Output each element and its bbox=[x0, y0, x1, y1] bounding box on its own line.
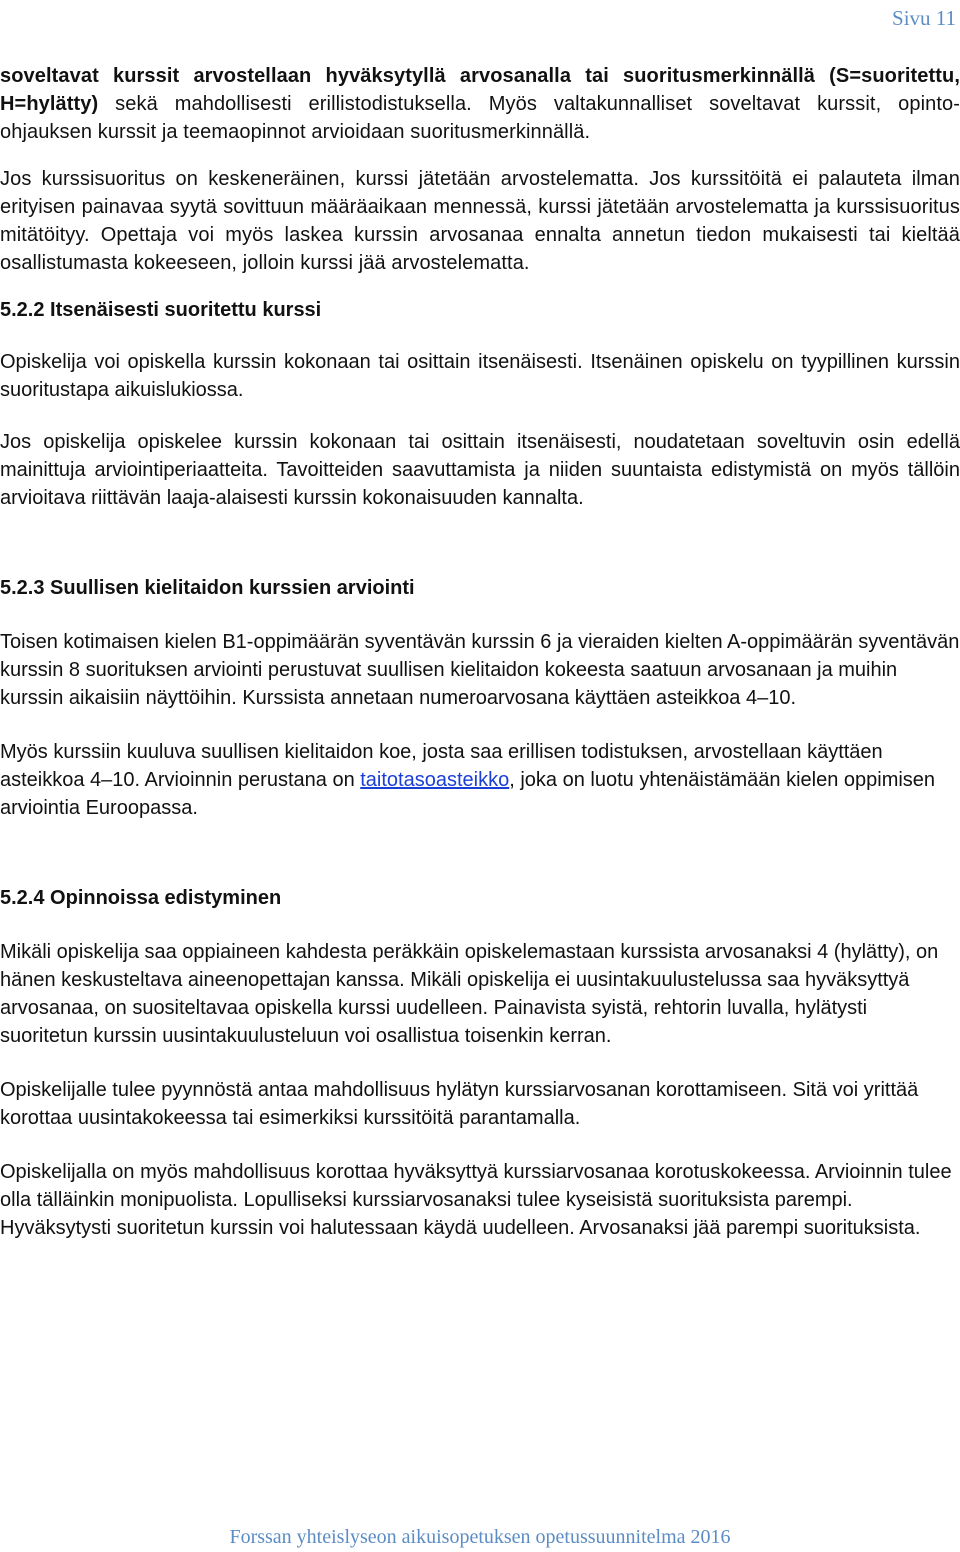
paragraph-itsenainen-arviointi: Jos opiskelija opiskelee kurssin kokonaan tai osittain itsenäisesti, noudatetaan soveltuvin osin edellä mainittuja arviointiperiaatteita. Tavoitteiden saavuttamista ja niiden suuntaista edistymistä on myös tällöin arvioitava riittävän laaja-alaisesti kurssin kokonaisuuden kannalta. bbox=[0, 431, 960, 509]
heading-5-2-2: 5.2.2 Itsenäisesti suoritettu kurssi bbox=[0, 299, 322, 321]
paragraph-text: sekä mahdollisesti erillistodistuksella. Myös valtakunnalliset soveltavat kurssit, opinto-ohjauksen kurssit ja teemaopinnot arvioidaan suoritusmerkinnällä. bbox=[0, 93, 960, 143]
paragraph-korotuskoe: Opiskelijalla on myös mahdollisuus korottaa hyväksyttyä kurssiarvosanaa korotuskokeessa. Arvioinnin tulee olla tälläinkin monipuolista. Lopulliseksi kurssiarvosanaksi tulee kyseisistä suorituksista parempi. Hyväksytysti suoritetun kurssin voi halutessaan käydä uudelleen. Arvosanaksi jää parempi suorituksista. bbox=[0, 1161, 952, 1239]
paragraph-suullinen-kurssi: Toisen kotimaisen kielen B1-oppimäärän syventävän kurssin 6 ja vieraiden kielten A-oppimäärän syventävän kurssin 8 suorituksen arviointi perustuvat suullisen kielitaidon kokeesta saatuun arvosanaan ja muihin kurssin aikaisiin näyttöihin. Kurssista annetaan numeroarvosana käyttäen asteikkoa 4–10. bbox=[0, 631, 960, 709]
paragraph-keskenerainen: Jos kurssisuoritus on keskeneräinen, kurssi jätetään arvostelematta. Jos kurssitöitä ei palauteta ilman erityisen painavaa syytä sovittuun määräaikaan mennessä, kurssi jätetään arvostelematta ja kurssisuoritus mitätöityy. Opettaja voi myös laskea kurssin arvosanaa ennalta annetun tiedon mukaisesti tai kieltää osallistumasta kokeeseen, jolloin kurssi jää arvostelematta. bbox=[0, 168, 960, 274]
paragraph-text: Myös kurssiin kuuluva suullisen kielitaidon koe, josta saa erillisen todistuksen, arvostellaan käyttäen asteikkoa 4–10. Arvioinnin perustana on bbox=[0, 741, 883, 791]
document-body bbox=[0, 62, 960, 1242]
taitotasoasteikko-link[interactable]: taitotasoasteikko bbox=[360, 769, 510, 791]
paragraph-text: , joka on luotu yhtenäistämään kielen oppimisen arviointia Euroopassa. bbox=[0, 769, 936, 819]
paragraph-soveltavat-kurssit bbox=[0, 62, 960, 146]
bold-grading-text: soveltavat kurssit arvostellaan hyväksytyllä arvosanalla tai suoritusmerkinnällä (S=suoritettu, H=hylätty) bbox=[0, 65, 960, 115]
paragraph-itsenainen-opiskelu: Opiskelija voi opiskella kurssin kokonaan tai osittain itsenäisesti. Itsenäinen opiskelu on tyypillinen kurssin suoritustapa aikuislukiossa. bbox=[0, 351, 960, 401]
section-5-2-1-continuation bbox=[0, 62, 960, 277]
paragraph-suullinen-koe bbox=[0, 738, 960, 822]
page-number: Sivu 11 bbox=[892, 6, 956, 30]
paragraph-korottaminen: Opiskelijalle tulee pyynnöstä antaa mahdollisuus hylätyn kurssiarvosanan korottamiseen. Sitä voi yrittää korottaa uusintakokeessa tai esimerkiksi kurssitöitä parantamalla. bbox=[0, 1079, 919, 1129]
paragraph-hylatty-arvosana: Mikäli opiskelija saa oppiaineen kahdesta peräkkäin opiskelemastaan kurssista arvosanaksi 4 (hylätty), on hänen keskusteltava aineenopettajan kanssa. Mikäli opiskelija ei uusintakuulustelussa saa hyväksyttyä arvosanaa, on suositeltavaa opiskella kurssi uudelleen. Painavista syistä, rehtorin luvalla, hylätysti suoritetun kurssin uusintakuulusteluun voi osallistua toisenkin kerran. bbox=[0, 941, 939, 1047]
heading-5-2-4: 5.2.4 Opinnoissa edistyminen bbox=[0, 887, 282, 909]
page-footer: Forssan yhteislyseon aikuisopetuksen opetussuunnitelma 2016 bbox=[229, 1526, 731, 1548]
heading-5-2-3: 5.2.3 Suullisen kielitaidon kurssien arviointi bbox=[0, 577, 415, 599]
